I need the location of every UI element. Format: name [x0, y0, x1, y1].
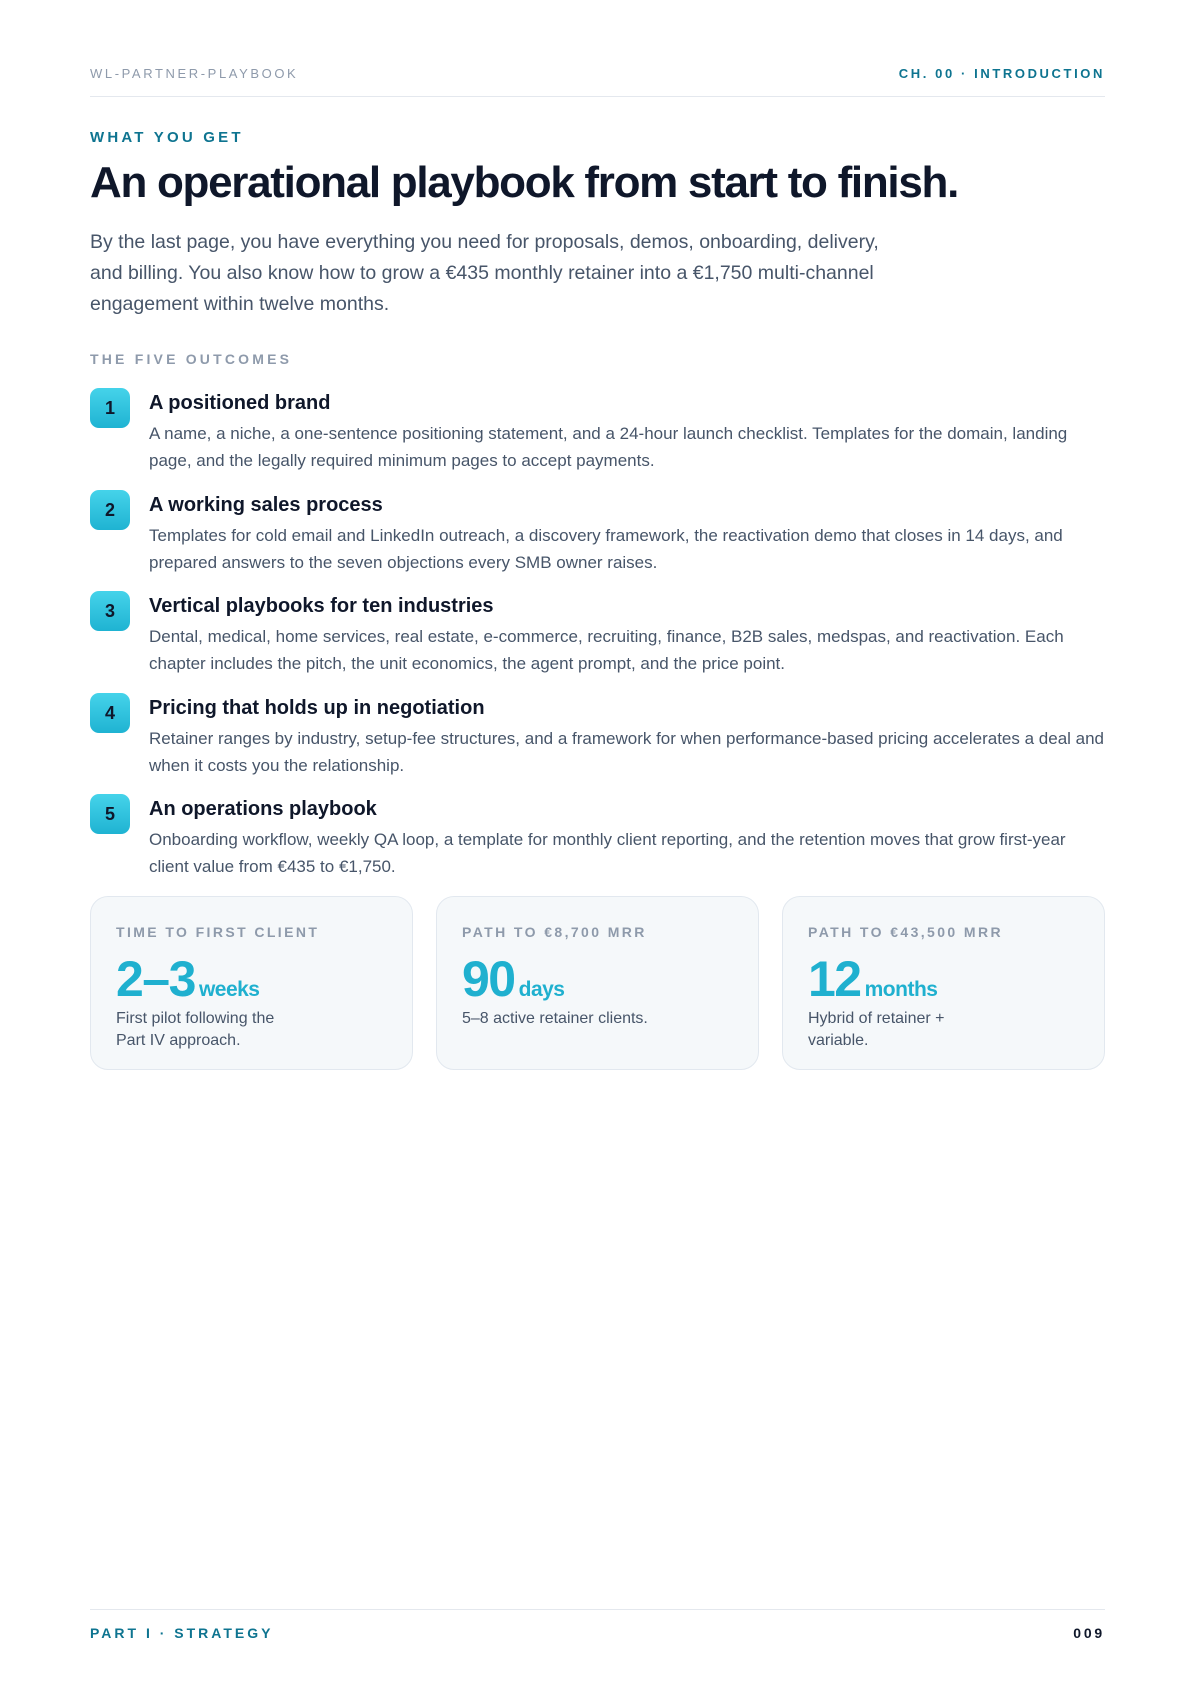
section-eyebrow: WHAT YOU GET [90, 129, 244, 146]
outcome-title: A working sales process [149, 494, 383, 516]
stat-number: 90 [462, 951, 515, 1007]
outcome-description: Retainer ranges by industry, setup-fee structures, and a framework for when performance-based pricing accelerates a deal and when it costs you the relationship. [149, 729, 1105, 775]
outcome-description: Templates for cold email and LinkedIn outreach, a discovery framework, the reactivation demo that closes in 14 days, and prepared answers to the seven objections every SMB owner raises. [149, 526, 1063, 572]
header-divider [90, 96, 1105, 97]
stat-label: TIME TO FIRST CLIENT [116, 924, 320, 940]
intro-paragraph: By the last page, you have everything you need for proposals, demos, onboarding, delivery, and billing. You also know how to grow a €435 monthly retainer into a €1,750 multi-channel engagement within twelve months. [90, 231, 879, 315]
stat-value [116, 947, 260, 1011]
stat-caption: First pilot following the Part IV approach. [116, 1010, 275, 1049]
chapter-label: CH. 00 · INTRODUCTION [898, 66, 1105, 81]
stat-card-43500-mrr [782, 896, 1105, 1070]
stat-unit: months [864, 978, 938, 1001]
outcome-number-badge: 1 [90, 388, 130, 428]
stat-caption: 5–8 active retainer clients. [462, 1010, 648, 1027]
stat-card-first-client [90, 896, 413, 1070]
outcome-number-badge: 2 [90, 490, 130, 530]
outcome-title: An operations playbook [149, 798, 377, 820]
outcome-title: Pricing that holds up in negotiation [149, 697, 485, 719]
running-head [90, 66, 1105, 84]
stat-value [462, 947, 565, 1011]
stat-label: PATH TO €43,500 MRR [808, 924, 1003, 940]
outcome-number-badge: 5 [90, 794, 130, 834]
outcomes-label: THE FIVE OUTCOMES [90, 351, 293, 367]
footer-divider [90, 1609, 1105, 1610]
outcome-title: Vertical playbooks for ten industries [149, 595, 494, 617]
stat-value [808, 947, 937, 1011]
outcome-title: A positioned brand [149, 392, 331, 414]
stat-label: PATH TO €8,700 MRR [462, 924, 647, 940]
stat-caption: Hybrid of retainer + variable. [808, 1010, 945, 1049]
outcome-description: A name, a niche, a one-sentence positioning statement, and a 24-hour launch checklist. Templates for the domain, landing page, and the legally required minimum pages to accept payments. [149, 424, 1068, 470]
footer-part-label: PART I · STRATEGY [90, 1625, 274, 1641]
stat-unit: days [518, 978, 565, 1001]
stat-number: 2–3 [116, 951, 195, 1007]
outcome-number-badge: 4 [90, 693, 130, 733]
page [90, 0, 1105, 1684]
outcome-description: Dental, medical, home services, real estate, e-commerce, recruiting, finance, B2B sales, medspas, and reactivation. Each chapter includes the pitch, the unit economics, the agent prompt, and the price point. [149, 627, 1064, 673]
document-id: WL-PARTNER-PLAYBOOK [90, 66, 299, 81]
outcome-number-badge: 3 [90, 591, 130, 631]
stat-unit: weeks [198, 978, 260, 1001]
page-number: 009 [1073, 1625, 1105, 1641]
outcome-description: Onboarding workflow, weekly QA loop, a template for monthly client reporting, and the retention moves that grow first-year client value from €435 to €1,750. [149, 830, 1066, 876]
page-title: An operational playbook from start to finish. [90, 158, 959, 207]
stat-number: 12 [808, 951, 861, 1007]
stat-card-8700-mrr [436, 896, 759, 1070]
